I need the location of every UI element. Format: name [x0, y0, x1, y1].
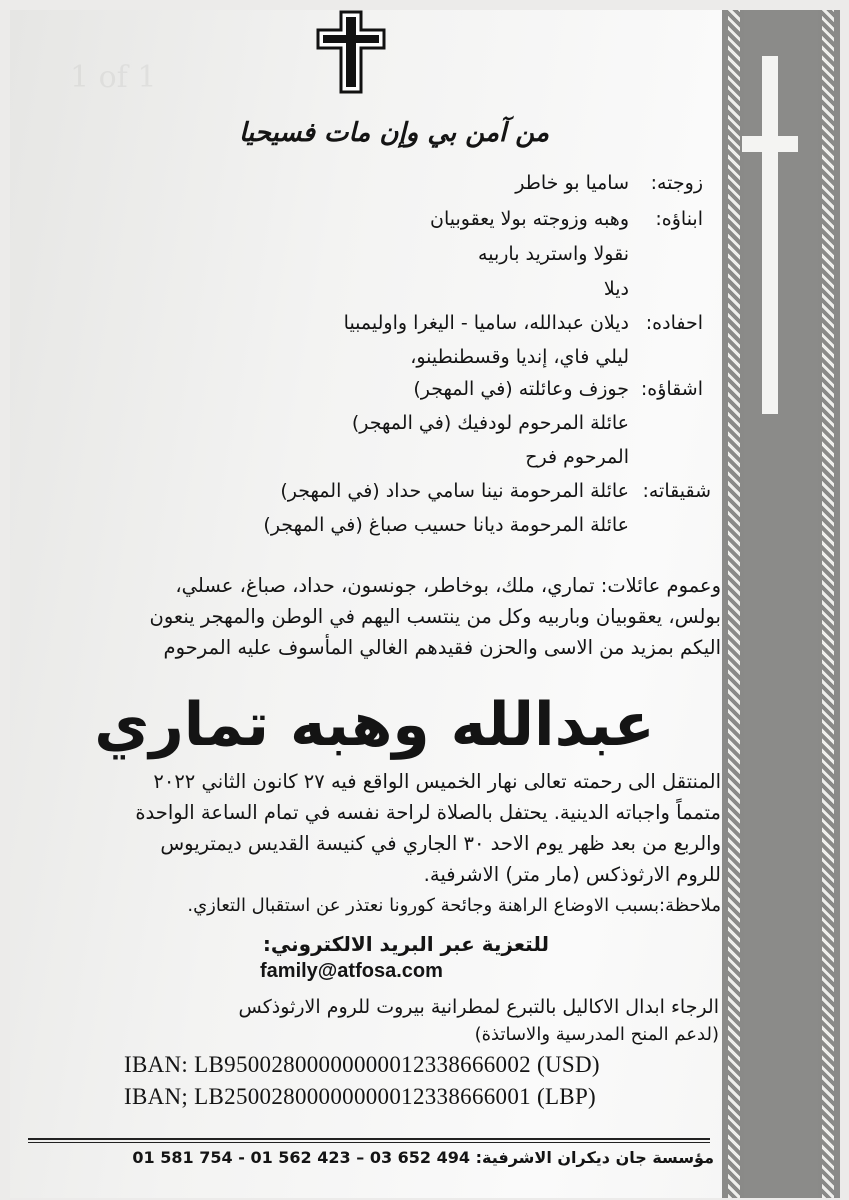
sons-label: ابناؤه: [655, 208, 703, 230]
body-line: اليكم بمزيد من الاسى والحزن فقيدهم الغالي المأسوف عليه المرحوم [163, 636, 721, 659]
cross-icon [316, 10, 386, 94]
body-line: بولس، يعقوبيان وباربيه وكل من ينتسب اليهم في الوطن والمهجر ينعون [149, 605, 721, 628]
funeral-home-footer: مؤسسة جان ديكران الاشرفية: 494 652 03 – 423 562 01 - 754 581 01 [132, 1148, 714, 1167]
iban-lbp: IBAN; LB25002800000000012338666001 (LBP) [124, 1084, 596, 1109]
son-line: نقولا واستريد باربيه [478, 243, 629, 265]
wife-label: زوجته: [650, 172, 703, 194]
sisters-label: شقيقاته: [642, 480, 711, 502]
brother-line: جوزف وعائلته (في المهجر) [413, 378, 629, 400]
border-pattern-left [728, 10, 740, 1198]
condolence-heading: للتعزية عبر البريد الالكتروني: [262, 932, 549, 956]
sister-line: عائلة المرحومة ديانا حسيب صباغ (في المهجر) [263, 514, 629, 536]
body-line: وعموم عائلات: تماري، ملك، بوخاطر، جونسون، حداد، صباغ، عسلي، [175, 574, 721, 597]
footer-divider [28, 1142, 710, 1143]
border-inner-band [744, 10, 818, 1198]
donation-request: الرجاء ابدال الاكاليل بالتبرع لمطرانية بيروت للروم الارثوذكس [238, 996, 719, 1018]
sister-line: عائلة المرحومة نينا سامي حداد (في المهجر) [280, 480, 629, 502]
son-line: وهبه وزوجته بولا يعقوبيان [429, 208, 629, 230]
border-pattern-right [822, 10, 834, 1198]
funeral-details [21, 766, 721, 921]
details-line: متمماً واجباته الدينية. يحتفل بالصلاة لراحة نفسه في تمام الساعة الواحدة [135, 801, 721, 824]
white-cross-icon [762, 56, 778, 414]
iban-usd: IBAN: LB95002800000000012338666002 (USD) [124, 1052, 600, 1077]
donation-purpose: (لدعم المنح المدرسية والاساتذة) [474, 1024, 719, 1045]
details-line: للروم الارثوذكس (مار متر) الاشرفية. [423, 863, 721, 886]
deceased-name: عبدالله وهبه تماري [94, 690, 655, 760]
brother-line: عائلة المرحوم لودفيك (في المهجر) [351, 412, 629, 434]
condolence-email-link[interactable]: family@atfosa.com [260, 960, 443, 982]
grandchildren-line: ليلي فاي، إنديا وقسطنطينو، [410, 346, 629, 368]
brother-line: المرحوم فرح [525, 446, 629, 468]
grandchildren-label: احفاده: [645, 312, 703, 334]
verse-heading: من آمن بي وإن مات فسيحيا [238, 118, 549, 148]
footer-divider [28, 1138, 710, 1140]
decorative-border [722, 10, 840, 1198]
announcement-body [31, 570, 721, 663]
white-cross-arm [742, 136, 798, 152]
wife-name: ساميا بو خاطر [515, 172, 629, 194]
son-line: ديلا [603, 278, 629, 300]
grandchildren-line: ديلان عبدالله، ساميا - اليغرا واوليمبيا [343, 312, 629, 334]
ghost-page-text: 1 of 1 [70, 60, 157, 95]
details-line: والربع من بعد ظهر يوم الاحد ٣٠ الجاري في كنيسة القديس ديمتريوس [160, 832, 721, 855]
note-line: ملاحظة:بسبب الاوضاع الراهنة وجائحة كورونا نعتذر عن استقبال التعازي. [187, 895, 721, 916]
brothers-label: اشقاؤه: [640, 378, 703, 400]
details-line: المنتقل الى رحمته تعالى نهار الخميس الواقع فيه ٢٧ كانون الثاني ٢٠٢٢ [153, 770, 721, 793]
